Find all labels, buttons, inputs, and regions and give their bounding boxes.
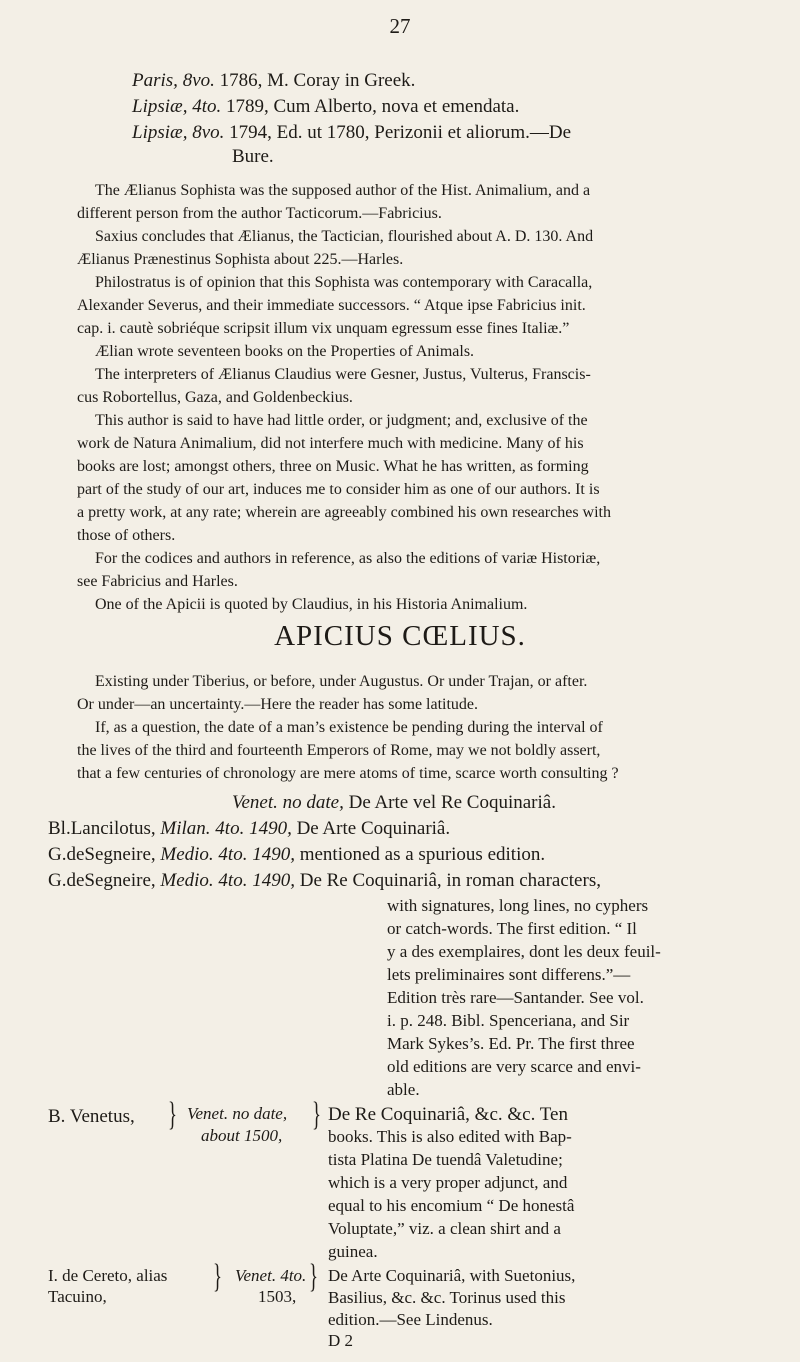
paragraph-line: Alexander Severus, and their immediate successors. “ Atque ipse Fabricius init. [77, 297, 586, 314]
segneire-cont-line: or catch-words. The first edition. “ Il [387, 919, 637, 938]
paragraph-line: Philostratus is of opinion that this Sophista was contemporary with Caracalla, [95, 274, 593, 291]
segneire-cont-line: lets preliminaires sont differens.”— [387, 965, 631, 984]
venetus-line: tista Platina De tuendâ Valetudine; [328, 1150, 563, 1169]
apicius-line: Or under—an uncertainty.—Here the reader has some latitude. [77, 696, 479, 713]
paragraph-line: This author is said to have had little order, or judgment; and, exclusive of the [95, 412, 588, 429]
paragraph-line: Saxius concludes that Ælianus, the Tactician, flourished about A. D. 130. And [95, 228, 594, 245]
edition-lipsiae-1794: Lipsiæ, 8vo. 1794, Ed. ut 1780, Perizonii et aliorum.—De [132, 122, 572, 143]
brace-icon: } [168, 1096, 177, 1133]
apicius-line: If, as a question, the date of a man’s existence be pending during the interval of [95, 719, 603, 736]
segneire-cont-line: with signatures, long lines, no cyphers [387, 896, 649, 915]
cereto-owner: I. de Cereto, alias [48, 1266, 168, 1285]
cereto-line: Basilius, &c. &c. Torinus used this [328, 1288, 566, 1307]
venetus-line: which is a very proper adjunct, and [328, 1173, 568, 1192]
page-number: 27 [389, 14, 411, 38]
venetus-line: De Re Coquinariâ, &c. &c. Ten [328, 1104, 568, 1125]
paragraph-line: books are lost; amongst others, three on Music. What he has written, as forming [77, 458, 589, 475]
entry-segneire-spurious: G.deSegneire, Medio. 4to. 1490, mentioned as a spurious edition. [48, 844, 546, 865]
venetus-line: equal to his encomium “ De honestâ [328, 1196, 575, 1215]
paragraph-line: part of the study of our art, induces me to consider him as one of our authors. It is [77, 481, 600, 498]
segneire-cont-line: old editions are very scarce and envi- [387, 1057, 641, 1076]
edition-paris: Paris, 8vo. 1786, M. Coray in Greek. [132, 70, 416, 91]
venetus-line: books. This is also edited with Bap- [328, 1127, 572, 1146]
paragraph-line: Ælianus Prænestinus Sophista about 225.—Harles. [77, 251, 404, 268]
edition-lipsiae-1794-cont: Bure. [232, 146, 274, 167]
paragraph-line: a pretty work, at any rate; wherein are agreeably combined his own researches with [77, 504, 611, 521]
signature-mark: D 2 [328, 1331, 354, 1350]
segneire-cont-line: i. p. 248. Bibl. Spenceriana, and Sir [387, 1011, 630, 1030]
brace-icon: } [213, 1258, 222, 1295]
apicius-line: that a few centuries of chronology are mere atoms of time, scarce worth consulting ? [77, 765, 619, 782]
paragraph-line: different person from the author Tacticorum.—Fabricius. [77, 205, 442, 222]
paragraph-line: work de Natura Animalium, did not interfere much with medicine. Many of his [77, 435, 584, 452]
paragraph-line: One of the Apicii is quoted by Claudius, in his Historia Animalium. [95, 596, 528, 613]
paragraph-line: see Fabricius and Harles. [77, 573, 238, 590]
paragraph-line: For the codices and authors in reference, as also the editions of variæ Historiæ, [95, 550, 601, 567]
cereto-edition: Venet. 4to. [235, 1266, 307, 1285]
venetus-edition: Venet. no date, [187, 1104, 288, 1123]
section-heading: APICIUS CŒLIUS. [274, 620, 526, 652]
segneire-cont-line: Edition très rare—Santander. See vol. [387, 988, 644, 1007]
apicius-line: Existing under Tiberius, or before, under Augustus. Or under Trajan, or after. [95, 673, 588, 690]
paragraph-line: cus Robortellus, Gaza, and Goldenbeckius. [77, 389, 353, 406]
segneire-cont-line: y a des exemplaires, dont les deux feuil- [387, 942, 661, 961]
paragraph-line: those of others. [77, 527, 176, 544]
apicius-line: the lives of the third and fourteenth Emperors of Rome, may we not boldly assert, [77, 742, 601, 759]
entry-segneire-roman: G.deSegneire, Medio. 4to. 1490, De Re Coquinariâ, in roman characters, [48, 870, 601, 891]
segneire-cont-line: able. [387, 1080, 420, 1099]
paragraph-line: The Ælianus Sophista was the supposed author of the Hist. Animalium, and a [95, 182, 591, 199]
cereto-edition-2: 1503, [258, 1287, 297, 1306]
entry-venet-nodate: Venet. no date, De Arte vel Re Coquinariâ. [232, 792, 556, 813]
paragraph-line: cap. i. cautè sobriéque scripsit illum vix unquam egressum esse fines Italiæ.” [77, 320, 570, 337]
cereto-line: edition.—See Lindenus. [328, 1310, 493, 1329]
cereto-line: De Arte Coquinariâ, with Suetonius, [328, 1266, 576, 1285]
cereto-owner-2: Tacuino, [48, 1287, 107, 1306]
venetus-owner: B. Venetus, [48, 1106, 135, 1127]
paragraph-line: Ælian wrote seventeen books on the Properties of Animals. [95, 343, 475, 360]
brace-icon: } [312, 1096, 321, 1133]
entry-lancilotus: Bl.Lancilotus, Milan. 4to. 1490, De Arte Coquinariâ. [48, 818, 451, 839]
paragraph-line: The interpreters of Ælianus Claudius were Gesner, Justus, Vulterus, Franscis- [95, 366, 591, 383]
edition-lipsiae-1789: Lipsiæ, 4to. 1789, Cum Alberto, nova et emendata. [132, 96, 520, 117]
segneire-cont-line: Mark Sykes’s. Ed. Pr. The first three [387, 1034, 635, 1053]
venetus-line: Voluptate,” viz. a clean shirt and a [328, 1219, 561, 1238]
brace-icon: } [309, 1258, 318, 1295]
venetus-line: guinea. [328, 1242, 378, 1261]
venetus-edition-2: about 1500, [201, 1126, 283, 1145]
